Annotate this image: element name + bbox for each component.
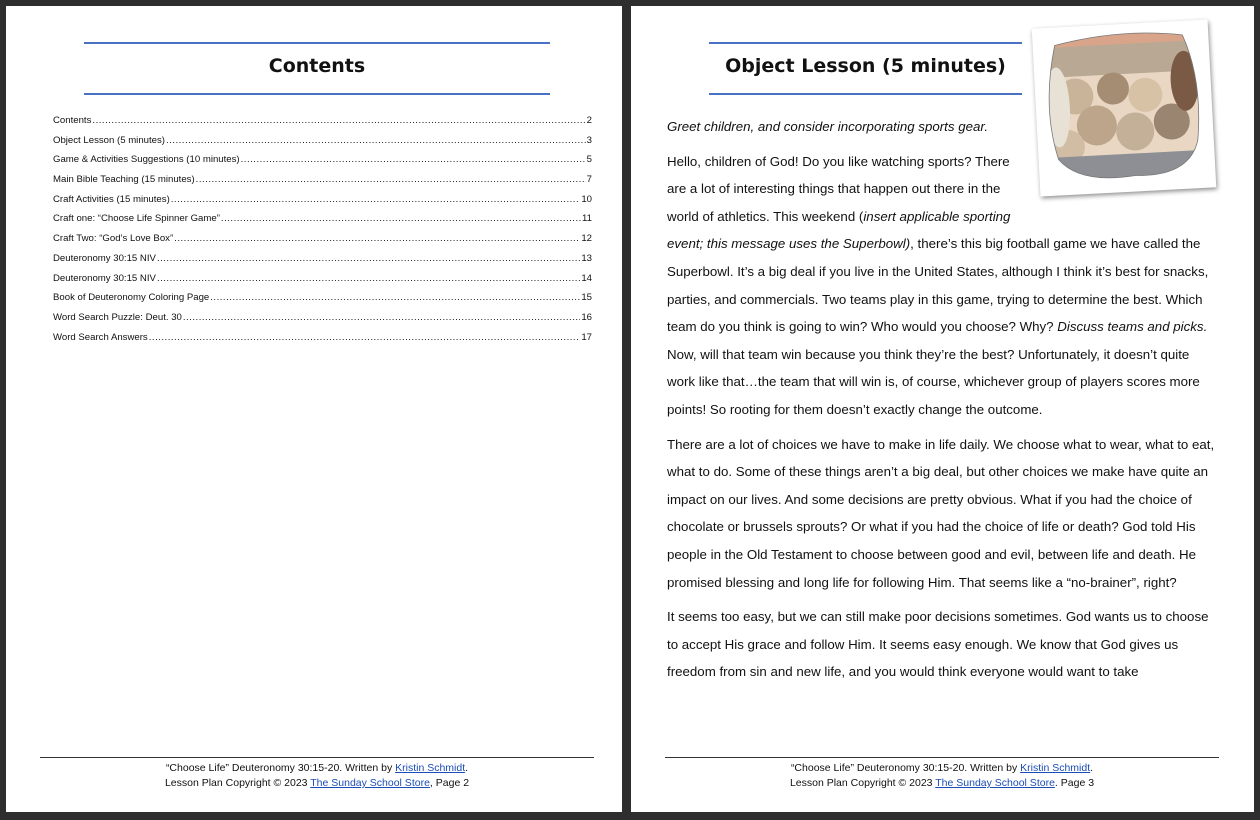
toc-entry[interactable] [53,253,592,273]
toc-entry-label: Word Search Puzzle: Deut. 30 [53,311,182,323]
toc-dot-leader [171,194,581,205]
toc-entry-page: 2 [586,115,592,126]
toc-dot-leader [92,115,585,126]
title-bottom-rule [709,93,1022,95]
toc-dot-leader [210,292,580,303]
toc-entry[interactable] [53,154,592,174]
paragraph-2: There are a lot of choices we have to make in life daily. We choose what to wear, what to eat, what to do. Some of these things aren’t a big deal, but other choices we make have quite an impact on our lives. And some decisions are pretty obvious. What if you had the choice of chocolate or brussels sprouts? Or what if you had the choice of life or death? God told His people in the Old Testament to choose between good and evil, between life and death. He promised blessing and long life for following Him. That seems like a “no-brainer”, right? [667,436,1215,590]
page-title: Contents [268,55,366,77]
toc-entry-label: Book of Deuteronomy Coloring Page [53,292,210,304]
toc-entry[interactable] [53,233,592,253]
toc-entry-page: 17 [581,331,592,343]
page-2 [6,6,622,812]
toc-entry[interactable] [53,213,592,233]
title-top-rule [709,42,1022,44]
toc-dot-leader [149,332,581,343]
toc-entry[interactable] [53,115,592,135]
toc-entry-label: Object Lesson (5 minutes) [53,134,165,146]
footer-rule [665,757,1219,758]
toc-entry-label: Contents [53,115,92,126]
footer [40,761,594,791]
copyright-text: Lesson Plan Copyright © 2023 [164,777,311,789]
p1-italic-a: insert applicable sporting event; this message uses the Superbowl) [667,208,1011,252]
footer-line-2 [40,776,594,791]
intro-italic: Greet children, and consider incorporating sports gear. [667,119,989,134]
footer-rule [40,757,594,758]
toc-entry-label: Game & Activities Suggestions (10 minutes) [53,154,240,166]
toc-dot-leader [196,174,586,185]
toc-entry[interactable] [53,332,592,352]
toc-entry[interactable] [53,312,592,332]
store-link[interactable]: The Sunday School Store [310,777,430,789]
author-link[interactable]: Kristin Schmidt [1020,762,1091,774]
page-3 [631,6,1254,812]
toc-entry-page: 16 [581,311,592,323]
toc-entry-label: Deuteronomy 30:15 NIV [53,252,156,264]
paragraph-3: It seems too easy, but we can still make poor decisions sometimes. God wants us to choose to accept His grace and follow Him. It seems easy enough. We know that God gives us freedom from sin and new life, and you would think everyone would want to take [667,609,1209,680]
toc-entry-page: 14 [581,272,592,284]
toc-entry[interactable] [53,292,592,312]
footer [665,761,1219,791]
toc-entry-page: 5 [586,154,592,166]
footer-line-2 [665,776,1219,791]
footer-line-1 [665,761,1219,776]
page-number: , Page 2 [429,777,470,789]
toc-entry[interactable] [53,174,592,194]
toc-entry-page: 3 [586,134,592,146]
p1-italic-b: Discuss teams and picks. [1057,319,1208,335]
toc-entry-page: 13 [581,252,592,264]
copyright-text: Lesson Plan Copyright © 2023 [789,777,936,789]
toc-entry-page: 12 [581,233,592,245]
p1-text-a: Hello, children of God! Do you like watching sports? There are a lot of interesting things that happen out there in the world of athletics. This weekend ( [667,153,1010,224]
toc-entry-page: 7 [586,174,592,186]
toc-entry-label: Word Search Answers [53,331,148,343]
title-bottom-rule [84,93,550,95]
footer-punct: . [1090,762,1094,774]
toc-entry[interactable] [53,194,592,214]
footer-credit-text: “Choose Life” Deuteronomy 30:15-20. Written by [790,762,1021,774]
p1-text-b: , there’s this big football game we have called the Superbowl. It’s a big deal if you live in the United States, although I think it’s best for snacks, parties, and commercials. Two teams play in this game, trying to determine the best. Which team do you think is going to win? Who would you choose? Why? [667,236,1209,335]
toc-dot-leader [174,233,580,244]
toc-dot-leader [183,312,580,323]
author-link[interactable]: Kristin Schmidt [395,762,466,774]
toc-entry-page: 11 [582,213,592,225]
table-of-contents [53,115,592,351]
toc-entry-label: Main Bible Teaching (15 minutes) [53,174,195,186]
toc-entry-label: Craft Two: “God’s Love Box” [53,233,174,245]
toc-dot-leader [157,253,580,264]
toc-entry-label: Craft one: “Choose Life Spinner Game” [53,213,220,225]
toc-entry-page: 10 [581,193,592,205]
toc-dot-leader [241,154,586,165]
title-top-rule [84,42,550,44]
toc-dot-leader [157,273,580,284]
toc-entry[interactable] [53,135,592,155]
lesson-body [667,113,1217,693]
page-number: . Page 3 [1054,777,1095,789]
toc-dot-leader [221,213,581,224]
toc-entry[interactable] [53,273,592,293]
footer-credit-text: “Choose Life” Deuteronomy 30:15-20. Written by [165,762,396,774]
toc-entry-label: Deuteronomy 30:15 NIV [53,272,156,284]
footer-punct: . [465,762,469,774]
toc-dot-leader [166,135,586,146]
p1-text-c: Now, will that team win because you think they’re the best? Unfortunately, it doesn’t quite work like that…the team that will win is, of course, whichever group of players scores more points! So rooting for them doesn’t exactly change the outcome. [667,346,1200,417]
page-title: Object Lesson (5 minutes) [725,55,1006,77]
store-link[interactable]: The Sunday School Store [935,777,1055,789]
toc-entry-label: Craft Activities (15 minutes) [53,193,170,205]
toc-entry-page: 15 [581,292,592,304]
footer-line-1 [40,761,594,776]
